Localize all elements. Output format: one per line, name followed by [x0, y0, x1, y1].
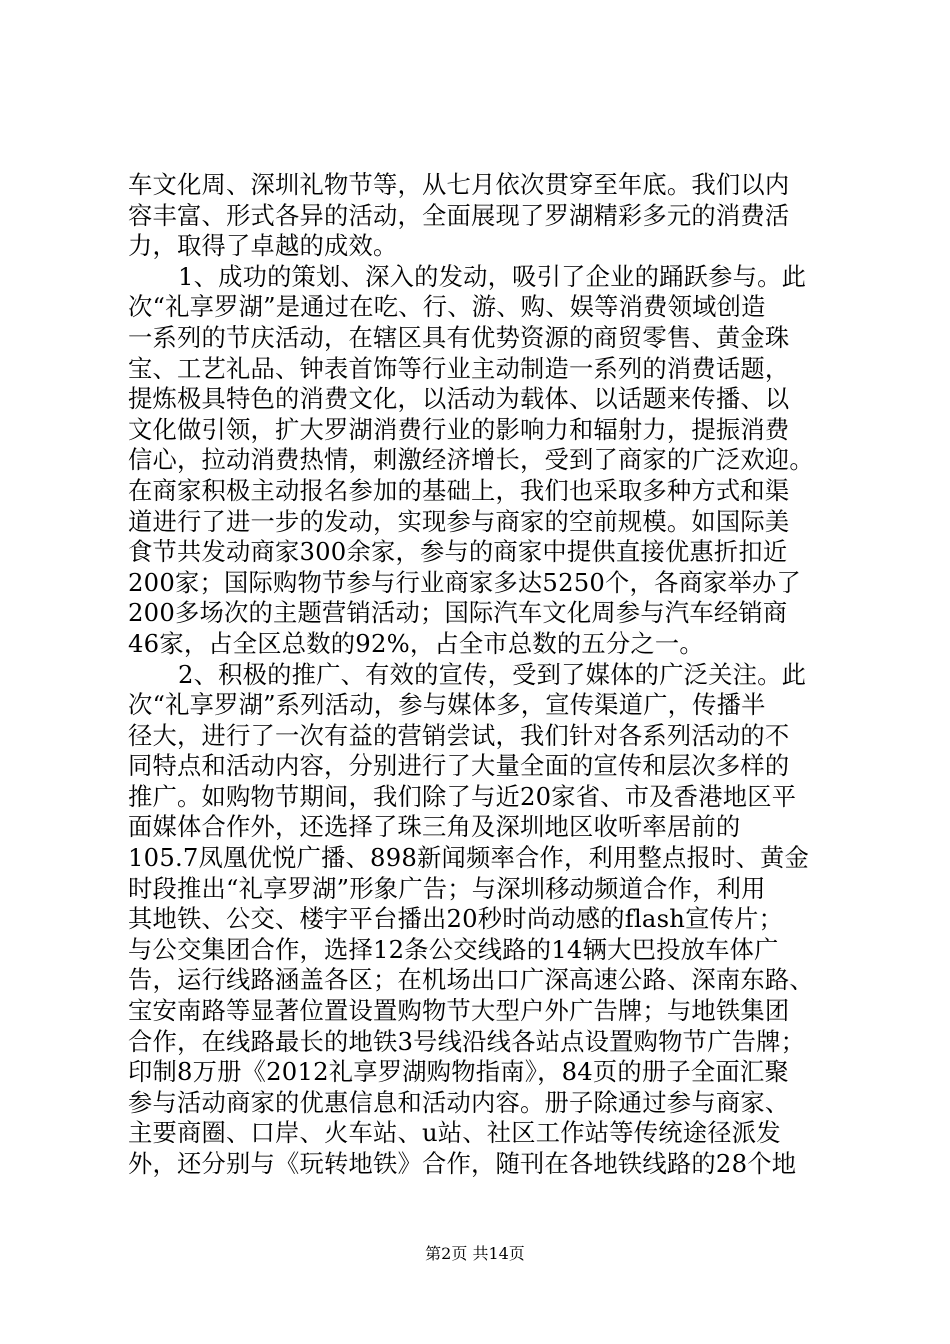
text-line: 次“礼享罗湖”系列活动，参与媒体多，宣传渠道广，传播半 — [128, 690, 766, 720]
text-line: 105.7凤凰优悦广播、898新闻频率合作，利用整点报时、黄金 — [128, 843, 809, 873]
text-line: 在商家积极主动报名参加的基础上，我们也采取多种方式和渠 — [128, 475, 790, 505]
text-line: 印制8万册《2012礼享罗湖购物指南》，84页的册子全面汇聚 — [128, 1057, 789, 1087]
text-line: 1、成功的策划、深入的发动，吸引了企业的踊跃参与。此 — [178, 261, 807, 291]
text-line: 2、积极的推广、有效的宣传，受到了媒体的广泛关注。此 — [178, 659, 807, 689]
body-text — [128, 170, 828, 1180]
text-line: 文化做引领，扩大罗湖消费行业的影响力和辐射力，提振消费 — [128, 414, 790, 444]
text-line: 主要商圈、口岸、火车站、u站、社区工作站等传统途径派发 — [128, 1118, 781, 1148]
text-line: 合作，在线路最长的地铁3号线沿线各站点设置购物节广告牌； — [128, 1026, 806, 1056]
text-line: 46家，占全区总数的92%，占全市总数的五分之一。 — [128, 628, 704, 658]
text-line: 次“礼享罗湖”是通过在吃、行、游、购、娱等消费领域创造 — [128, 292, 766, 322]
text-line: 同特点和活动内容，分别进行了大量全面的宣传和层次多样的 — [128, 751, 790, 781]
text-line: 提炼极具特色的消费文化，以活动为载体、以话题来传播、以 — [128, 384, 790, 414]
text-line: 推广。如购物节期间，我们除了与近20家省、市及香港地区平 — [128, 781, 797, 811]
text-line: 外，还分别与《玩转地铁》合作，随刊在各地铁线路的28个地 — [128, 1149, 797, 1178]
text-line: 径大，进行了一次有益的营销尝试，我们针对各系列活动的不 — [128, 720, 790, 750]
text-line: 宝安南路等显著位置设置购物节大型户外广告牌；与地铁集团 — [128, 996, 790, 1026]
text-line: 容丰富、形式各异的活动，全面展现了罗湖精彩多元的消费活 — [128, 200, 790, 230]
text-line: 道进行了进一步的发动，实现参与商家的空前规模。如国际美 — [128, 506, 790, 536]
text-line: 200家；国际购物节参与行业商家多达5250个，各商家举办了 — [128, 567, 802, 597]
text-line: 200多场次的主题营销活动；国际汽车文化周参与汽车经销商 — [128, 598, 788, 628]
text-line: 时段推出“礼享罗湖”形象广告；与深圳移动频道合作，利用 — [128, 873, 766, 903]
text-line: 其地铁、公交、楼宇平台播出20秒时尚动感的flash宣传片； — [128, 904, 784, 934]
text-line: 食节共发动商家300余家，参与的商家中提供直接优惠折扣近 — [128, 537, 788, 567]
text-line: 宝、工艺礼品、钟表首饰等行业主动制造一系列的消费话题， — [128, 353, 790, 383]
page-footer: 第2页 共14页 — [425, 1244, 525, 1263]
text-line: 告，运行线路涵盖各区；在机场出口广深高速公路、深南东路、 — [128, 965, 814, 995]
text-line: 面媒体合作外，还选择了珠三角及深圳地区收听率居前的 — [128, 812, 741, 842]
text-line: 与公交集团合作，选择12条公交线路的14辆大巴投放车体广 — [128, 934, 779, 964]
text-line: 参与活动商家的优惠信息和活动内容。册子除通过参与商家、 — [128, 1087, 790, 1117]
text-line: 信心，拉动消费热情，刺激经济增长，受到了商家的广泛欢迎。 — [128, 445, 814, 475]
text-line: 力，取得了卓越的成效。 — [128, 231, 398, 261]
text-line: 一系列的节庆活动，在辖区具有优势资源的商贸零售、黄金珠 — [128, 322, 790, 352]
text-line: 车文化周、深圳礼物节等，从七月依次贯穿至年底。我们以内 — [128, 170, 790, 199]
